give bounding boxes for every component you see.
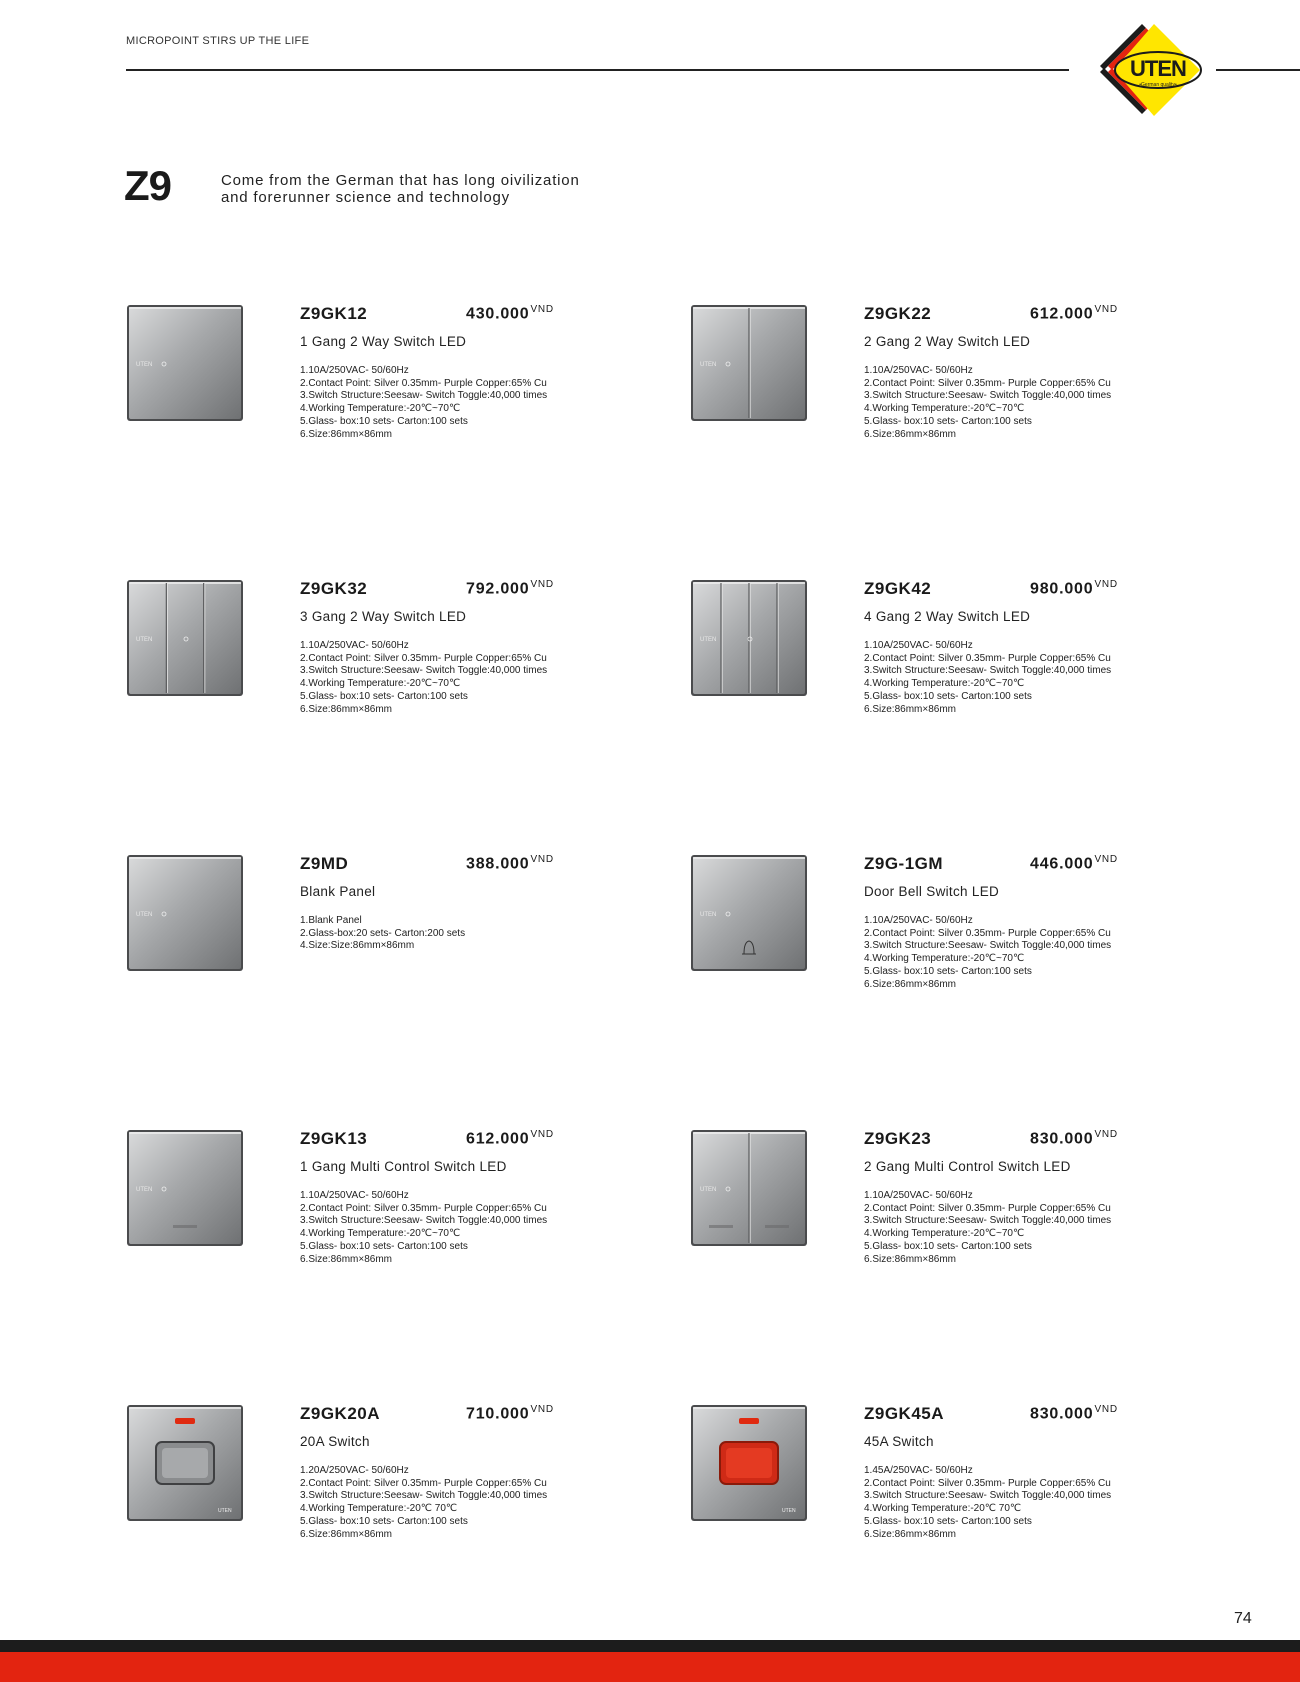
product-image	[126, 304, 244, 422]
spec-line: 3.Switch Structure:Seesaw- Switch Toggle:40,000 times	[864, 390, 1112, 402]
spec-line: 6.Size:86mm×86mm	[300, 1253, 392, 1265]
header-rule	[126, 69, 1069, 71]
product-name: 1 Gang Multi Control Switch LED	[300, 1159, 507, 1174]
product-price	[466, 304, 554, 323]
spec-line: 3.Switch Structure:Seesaw- Switch Toggle:40,000 times	[864, 940, 1112, 952]
spec-line: 4.Working Temperature:-20℃~70℃	[864, 403, 1025, 415]
price-currency: VND	[530, 1404, 554, 1415]
spec-line: 5.Glass- box:10 sets- Carton:100 sets	[300, 690, 468, 702]
price-currency: VND	[1094, 854, 1118, 865]
spec-line: 3.Switch Structure:Seesaw- Switch Toggle:40,000 times	[300, 1215, 548, 1227]
svg-text:UTEN: UTEN	[136, 637, 153, 643]
product-card	[690, 854, 1210, 1054]
svg-text:UTEN: UTEN	[136, 912, 153, 918]
product-code: Z9GK13	[300, 1129, 368, 1148]
price-value: 830.000	[1030, 1130, 1094, 1148]
product-name: 4 Gang 2 Way Switch LED	[864, 609, 1031, 624]
logo-brand-text: UTEN	[1130, 56, 1186, 81]
spec-line: 1.20A/250VAC- 50/60Hz	[300, 1465, 409, 1476]
product-card	[690, 304, 1210, 504]
spec-line: 4.Working Temperature:-20℃ 70℃	[864, 1503, 1022, 1515]
spec-line: 6.Size:86mm×86mm	[864, 1528, 956, 1540]
spec-line: 1.10A/250VAC- 50/60Hz	[300, 365, 409, 376]
price-currency: VND	[530, 854, 554, 865]
spec-line: 4.Size:Size:86mm×86mm	[300, 940, 415, 952]
spec-line: 4.Working Temperature:-20℃~70℃	[864, 953, 1025, 965]
svg-text:UTEN: UTEN	[218, 1508, 232, 1514]
product-image	[690, 304, 808, 422]
spec-line: 2.Contact Point: Silver 0.35mm- Purple Copper:65% Cu	[864, 377, 1111, 389]
svg-text:UTEN: UTEN	[136, 1187, 153, 1193]
spec-line: 2.Contact Point: Silver 0.35mm- Purple Copper:65% Cu	[864, 652, 1111, 664]
footer-band-black	[0, 1640, 1300, 1652]
product-name: Blank Panel	[300, 884, 376, 899]
spec-line: 4.Working Temperature:-20℃~70℃	[300, 678, 461, 690]
product-code: Z9GK42	[864, 579, 932, 598]
product-price	[1030, 854, 1118, 873]
product-specs	[864, 1465, 1111, 1541]
spec-line: 1.10A/250VAC- 50/60Hz	[864, 365, 973, 376]
spec-line: 5.Glass- box:10 sets- Carton:100 sets	[864, 965, 1032, 977]
spec-line: 5.Glass- box:10 sets- Carton:100 sets	[864, 690, 1032, 702]
product-code: Z9GK32	[300, 579, 368, 598]
spec-line: 2.Contact Point: Silver 0.35mm- Purple Copper:65% Cu	[864, 927, 1111, 939]
price-value: 710.000	[466, 1405, 530, 1423]
product-price	[1030, 304, 1118, 323]
product-card	[126, 579, 646, 779]
svg-text:UTEN: UTEN	[700, 912, 717, 918]
product-card	[690, 579, 1210, 779]
product-image	[690, 1404, 808, 1522]
spec-line: 5.Glass- box:10 sets- Carton:100 sets	[864, 1240, 1032, 1252]
svg-text:UTEN: UTEN	[782, 1508, 796, 1514]
product-name: 20A Switch	[300, 1434, 370, 1449]
product-specs	[300, 915, 465, 953]
product-price	[1030, 1129, 1118, 1148]
spec-line: 4.Working Temperature:-20℃~70℃	[300, 403, 461, 415]
product-card	[126, 304, 646, 504]
spec-line: 6.Size:86mm×86mm	[864, 428, 956, 440]
product-specs	[300, 365, 547, 441]
svg-text:UTEN: UTEN	[700, 637, 717, 643]
product-code: Z9GK22	[864, 304, 932, 323]
spec-line: 6.Size:86mm×86mm	[864, 1253, 956, 1265]
spec-line: 4.Working Temperature:-20℃ 70℃	[300, 1503, 458, 1515]
price-currency: VND	[1094, 304, 1118, 315]
product-price	[466, 854, 554, 873]
product-code: Z9GK45A	[864, 1404, 945, 1423]
product-specs	[864, 1190, 1111, 1266]
product-image	[690, 579, 808, 697]
product-specs	[864, 640, 1111, 716]
product-image	[126, 1404, 244, 1522]
spec-line: 6.Size:86mm×86mm	[864, 978, 956, 990]
product-specs	[300, 1465, 547, 1541]
spec-line: 1.10A/250VAC- 50/60Hz	[864, 915, 973, 926]
product-price	[466, 1404, 554, 1423]
logo-subtitle-text: •German quality•	[1139, 82, 1177, 88]
spec-line: 6.Size:86mm×86mm	[300, 703, 392, 715]
price-currency: VND	[530, 1129, 554, 1140]
product-name: 1 Gang 2 Way Switch LED	[300, 334, 467, 349]
spec-line: 5.Glass- box:10 sets- Carton:100 sets	[300, 415, 468, 427]
product-price	[1030, 579, 1118, 598]
product-price	[1030, 1404, 1118, 1423]
product-code: Z9MD	[300, 854, 349, 873]
price-value: 792.000	[466, 580, 530, 598]
product-code: Z9GK20A	[300, 1404, 381, 1423]
product-specs	[300, 1190, 547, 1266]
spec-line: 1.10A/250VAC- 50/60Hz	[300, 640, 409, 651]
product-image	[126, 854, 244, 972]
spec-line: 4.Working Temperature:-20℃~70℃	[864, 1228, 1025, 1240]
price-currency: VND	[1094, 579, 1118, 590]
price-value: 446.000	[1030, 855, 1094, 873]
product-name: Door Bell Switch LED	[864, 884, 1000, 899]
header-rule-right	[1216, 69, 1300, 71]
price-currency: VND	[530, 579, 554, 590]
spec-line: 3.Switch Structure:Seesaw- Switch Toggle:40,000 times	[300, 390, 548, 402]
price-value: 612.000	[466, 1130, 530, 1148]
spec-line: 2.Glass-box:20 sets- Carton:200 sets	[300, 927, 466, 939]
product-image	[690, 1129, 808, 1247]
spec-line: 3.Switch Structure:Seesaw- Switch Toggle:40,000 times	[300, 665, 548, 677]
spec-line: 2.Contact Point: Silver 0.35mm- Purple Copper:65% Cu	[864, 1202, 1111, 1214]
brand-logo	[1080, 14, 1216, 124]
spec-line: 2.Contact Point: Silver 0.35mm- Purple Copper:65% Cu	[300, 1477, 547, 1489]
product-name: 2 Gang Multi Control Switch LED	[864, 1159, 1071, 1174]
page-number: 74	[1234, 1610, 1252, 1627]
spec-line: 1.45A/250VAC- 50/60Hz	[864, 1465, 973, 1476]
product-image	[126, 579, 244, 697]
spec-line: 2.Contact Point: Silver 0.35mm- Purple Copper:65% Cu	[300, 1202, 547, 1214]
price-currency: VND	[530, 304, 554, 315]
series-description: Come from the German that has long oivilization and forerunner science and technology	[221, 172, 580, 206]
spec-line: 1.Blank Panel	[300, 915, 362, 926]
product-name: 2 Gang 2 Way Switch LED	[864, 334, 1031, 349]
spec-line: 2.Contact Point: Silver 0.35mm- Purple Copper:65% Cu	[300, 652, 547, 664]
product-price	[466, 579, 554, 598]
product-specs	[300, 640, 547, 716]
spec-line: 2.Contact Point: Silver 0.35mm- Purple Copper:65% Cu	[300, 377, 547, 389]
product-card	[126, 1129, 646, 1329]
price-currency: VND	[1094, 1404, 1118, 1415]
svg-text:UTEN: UTEN	[700, 362, 717, 368]
series-code: Z9	[124, 162, 172, 209]
product-code: Z9GK12	[300, 304, 368, 323]
spec-line: 5.Glass- box:10 sets- Carton:100 sets	[864, 1515, 1032, 1527]
product-specs	[864, 915, 1111, 991]
spec-line: 4.Working Temperature:-20℃~70℃	[864, 678, 1025, 690]
product-name: 45A Switch	[864, 1434, 934, 1449]
product-card	[690, 1404, 1210, 1604]
svg-text:UTEN: UTEN	[136, 362, 153, 368]
spec-line: 1.10A/250VAC- 50/60Hz	[300, 1190, 409, 1201]
product-image	[126, 1129, 244, 1247]
product-specs	[864, 365, 1111, 441]
price-value: 830.000	[1030, 1405, 1094, 1423]
spec-line: 6.Size:86mm×86mm	[300, 428, 392, 440]
spec-line: 5.Glass- box:10 sets- Carton:100 sets	[300, 1515, 468, 1527]
spec-line: 1.10A/250VAC- 50/60Hz	[864, 640, 973, 651]
spec-line: 6.Size:86mm×86mm	[864, 703, 956, 715]
price-value: 612.000	[1030, 305, 1094, 323]
spec-line: 4.Working Temperature:-20℃~70℃	[300, 1228, 461, 1240]
product-card	[126, 854, 646, 1054]
spec-line: 1.10A/250VAC- 50/60Hz	[864, 1190, 973, 1201]
spec-line: 3.Switch Structure:Seesaw- Switch Toggle:40,000 times	[864, 1490, 1112, 1502]
spec-line: 5.Glass- box:10 sets- Carton:100 sets	[300, 1240, 468, 1252]
svg-text:UTEN: UTEN	[700, 1187, 717, 1193]
product-name: 3 Gang 2 Way Switch LED	[300, 609, 467, 624]
spec-line: 6.Size:86mm×86mm	[300, 1528, 392, 1540]
footer-band-red	[0, 1652, 1300, 1682]
spec-line: 5.Glass- box:10 sets- Carton:100 sets	[864, 415, 1032, 427]
product-image	[690, 854, 808, 972]
product-card	[126, 1404, 646, 1604]
price-value: 430.000	[466, 305, 530, 323]
product-price	[466, 1129, 554, 1148]
product-code: Z9GK23	[864, 1129, 932, 1148]
price-currency: VND	[1094, 1129, 1118, 1140]
spec-line: 2.Contact Point: Silver 0.35mm- Purple Copper:65% Cu	[864, 1477, 1111, 1489]
product-card	[690, 1129, 1210, 1329]
spec-line: 3.Switch Structure:Seesaw- Switch Toggle:40,000 times	[864, 665, 1112, 677]
spec-line: 3.Switch Structure:Seesaw- Switch Toggle:40,000 times	[864, 1215, 1112, 1227]
spec-line: 3.Switch Structure:Seesaw- Switch Toggle:40,000 times	[300, 1490, 548, 1502]
price-value: 388.000	[466, 855, 530, 873]
price-value: 980.000	[1030, 580, 1094, 598]
header-tagline: MICROPOINT STIRS UP THE LIFE	[126, 35, 310, 47]
product-code: Z9G-1GM	[864, 854, 944, 873]
